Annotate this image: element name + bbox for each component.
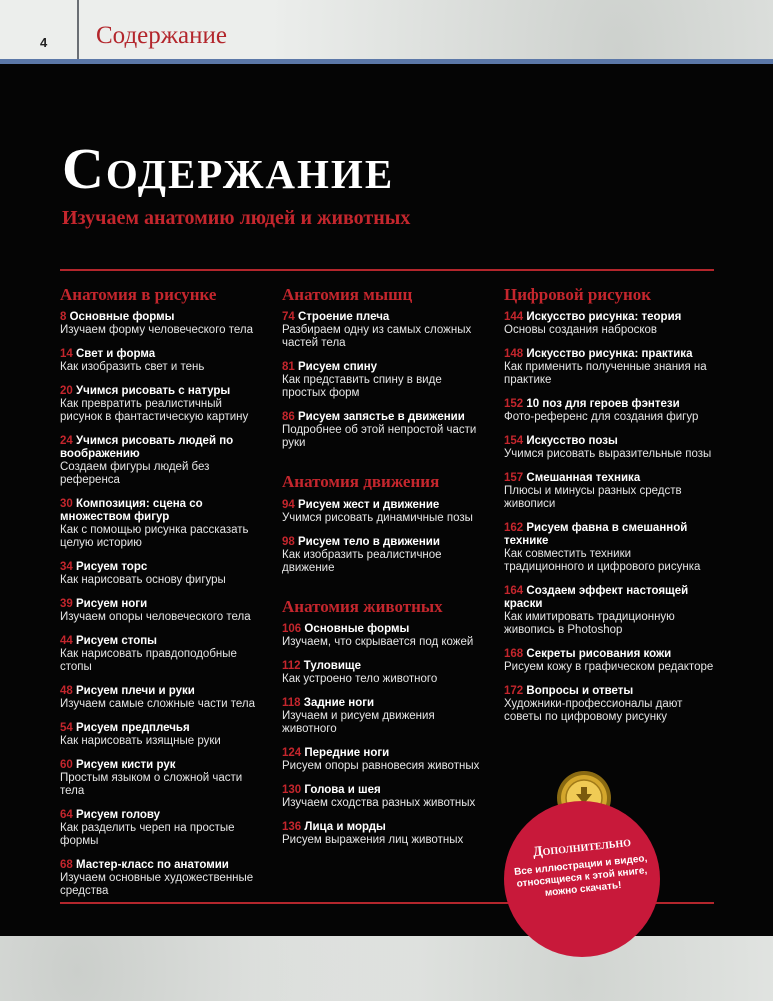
entry-title: Строение плеча (298, 311, 390, 324)
entry-page-number: 98 (282, 535, 295, 548)
entry-page-number: 20 (60, 385, 73, 398)
entry-heading (504, 585, 714, 611)
entry-description: Как нарисовать правдоподобные стопы (60, 648, 237, 674)
toc-column-3 (504, 285, 714, 735)
entry-heading (60, 859, 265, 872)
entry-description: Как нарисовать изящные руки (60, 735, 221, 748)
toc-entry[interactable] (504, 435, 714, 461)
section-title: Анатомия животных (282, 596, 443, 616)
entry-description: Изучаем основные художественные средства (60, 872, 254, 898)
toc-entry[interactable] (60, 685, 265, 711)
entry-page-number: 44 (60, 635, 73, 648)
entry-page-number: 8 (60, 311, 67, 324)
toc-entry[interactable] (60, 561, 265, 587)
toc-column-2 (282, 285, 487, 858)
entry-heading (504, 685, 714, 698)
entry-description: Как изобразить реалистичное движение (282, 548, 442, 574)
entry-description: Как устроено тело животного (282, 673, 438, 686)
entry-description: Изучаем форму человеческого тела (60, 324, 253, 337)
entry-page-number: 24 (60, 435, 73, 448)
entry-description: Как изобразить свет и тень (60, 361, 205, 374)
toc-entry[interactable] (60, 348, 265, 374)
entry-heading (60, 348, 265, 361)
entry-page-number: 39 (60, 598, 73, 611)
entry-heading (504, 348, 714, 361)
entry-description: Художники-профессионалы дают советы по цифровому рисунку (504, 698, 683, 724)
entry-heading (60, 635, 265, 648)
entry-heading (60, 685, 265, 698)
entry-description: Как имитировать традиционную живопись в Photoshop (504, 611, 675, 637)
entry-page-number: 54 (60, 722, 73, 735)
entry-description: Рисуем кожу в графическом редакторе (504, 661, 714, 674)
toc-entry[interactable] (60, 311, 265, 337)
toc-entry[interactable] (504, 472, 714, 511)
entry-page-number: 14 (60, 348, 73, 361)
toc-entry[interactable] (60, 859, 265, 898)
entry-heading (282, 784, 487, 797)
entry-title: Лица и морды (304, 821, 386, 834)
entry-description: Простым языком о сложной части тела (60, 772, 243, 798)
toc-entry[interactable] (504, 522, 714, 574)
entry-title: Рисуем плечи и руки (76, 685, 195, 698)
toc-entry[interactable] (504, 648, 714, 674)
toc-entry[interactable] (282, 499, 487, 525)
entry-title: Вопросы и ответы (526, 685, 634, 698)
entry-page-number: 30 (60, 498, 73, 511)
entry-heading (504, 472, 714, 485)
entry-heading (282, 821, 487, 834)
entry-page-number: 148 (504, 348, 524, 361)
entry-description: Как применить полученные знания на практике (504, 361, 707, 387)
entry-title: Мастер-класс по анатомии (76, 859, 229, 872)
entry-page-number: 130 (282, 784, 302, 797)
entry-page-number: 168 (504, 648, 524, 661)
entry-heading (504, 648, 714, 661)
entry-heading (282, 499, 487, 512)
entry-page-number: 164 (504, 585, 524, 598)
entry-heading (282, 660, 487, 673)
entry-page-number: 48 (60, 685, 73, 698)
entry-title: Учимся рисовать людей по воображению (60, 435, 234, 461)
entry-heading (282, 623, 487, 636)
toc-entry[interactable] (504, 311, 714, 337)
toc-entry[interactable] (60, 598, 265, 624)
toc-section (282, 285, 487, 450)
entry-description: Подробнее об этой непростой части руки (282, 424, 477, 450)
entry-description: Разбираем одну из самых сложных частей тела (282, 324, 472, 350)
running-title: Содержание (96, 22, 227, 49)
entry-title: Рисуем кисти рук (76, 759, 176, 772)
entry-page-number: 94 (282, 498, 295, 511)
toc-entry[interactable] (282, 411, 487, 450)
toc-entry[interactable] (60, 759, 265, 798)
entry-page-number: 154 (504, 435, 524, 448)
toc-entry[interactable] (504, 398, 714, 424)
entry-heading (60, 598, 265, 611)
entry-page-number: 157 (504, 472, 524, 485)
entry-title: Основные формы (304, 623, 410, 636)
page-header (0, 0, 773, 60)
entry-title: Рисуем голову (76, 809, 161, 822)
entry-description: Как нарисовать основу фигуры (60, 574, 226, 587)
entry-description: Как совместить техники традиционного и цифрового рисунка (504, 548, 701, 574)
page-title: Содержание (62, 136, 395, 201)
entry-description: Основы создания набросков (504, 324, 658, 337)
entry-title: Композиция: сцена со множеством фигур (60, 498, 203, 524)
entry-heading (504, 311, 714, 324)
toc-entry[interactable] (282, 623, 487, 649)
toc-entry[interactable] (282, 784, 487, 810)
toc-entry[interactable] (282, 747, 487, 773)
section-title: Анатомия в рисунке (60, 285, 217, 304)
entry-title: Искусство рисунка: практика (526, 348, 693, 361)
entry-title: Основные формы (69, 311, 175, 324)
entry-title: Рисуем тело в движении (298, 535, 440, 548)
entry-heading (282, 311, 487, 324)
entry-title: Рисуем спину (298, 361, 378, 374)
entry-title: Свет и форма (76, 348, 156, 361)
entry-page-number: 81 (282, 361, 295, 374)
entry-page-number: 64 (60, 809, 73, 822)
entry-description: Изучаем сходства разных животных (282, 797, 476, 810)
entry-page-number: 86 (282, 411, 295, 424)
toc-section (504, 285, 714, 724)
entry-page-number: 74 (282, 311, 295, 324)
entry-description: Учимся рисовать динамичные позы (282, 511, 473, 524)
entry-heading (282, 536, 487, 549)
badge-title: Дополнительно (532, 834, 632, 861)
entry-page-number: 152 (504, 398, 524, 411)
entry-title: Учимся рисовать с натуры (76, 385, 231, 398)
entry-page-number: 34 (60, 561, 73, 574)
entry-page-number: 106 (282, 623, 302, 636)
toc-entry[interactable] (282, 660, 487, 686)
entry-title: Рисуем фавна в смешанной технике (504, 522, 688, 548)
page-number: 4 (40, 35, 48, 50)
entry-heading (504, 435, 714, 448)
entry-description: Как превратить реалистичный рисунок в фантастическую картину (60, 398, 249, 424)
toc-entry[interactable] (60, 435, 265, 487)
entry-page-number: 118 (282, 697, 301, 710)
section-title: Анатомия движения (282, 472, 440, 492)
top-divider (60, 269, 714, 271)
toc-column-1 (60, 285, 265, 909)
entry-description: Изучаем, что скрывается под кожей (282, 636, 474, 649)
toc-section (282, 597, 487, 847)
entry-title: Рисуем стопы (76, 635, 157, 648)
entry-description: Рисуем опоры равновесия животных (282, 760, 480, 773)
entry-description: Фото-референс для создания фигур (504, 411, 699, 424)
entry-page-number: 124 (282, 747, 302, 760)
entry-title: Голова и шея (304, 784, 381, 797)
toc-entry[interactable] (282, 361, 487, 400)
entry-title: Искусство позы (526, 435, 618, 448)
entry-heading (60, 809, 265, 822)
toc-entry[interactable] (504, 348, 714, 387)
entry-description: Как разделить череп на простые формы (60, 822, 235, 848)
entry-heading (60, 561, 265, 574)
entry-heading (60, 435, 265, 461)
entry-heading (60, 759, 265, 772)
entry-page-number: 144 (504, 311, 524, 324)
section-title: Цифровой рисунок (504, 285, 652, 304)
entry-page-number: 162 (504, 522, 524, 535)
entry-page-number: 172 (504, 685, 524, 698)
entry-description: Рисуем выражения лиц животных (282, 834, 464, 847)
entry-heading (60, 498, 265, 524)
toc-entry[interactable] (282, 697, 487, 736)
toc-section (60, 285, 265, 898)
entry-heading (282, 411, 487, 424)
entry-description: Учимся рисовать выразительные позы (504, 448, 712, 461)
entry-heading (282, 747, 487, 760)
entry-description: Как с помощью рисунка рассказать целую историю (60, 524, 249, 550)
entry-title: Рисуем жест и движение (298, 498, 440, 511)
entry-title: 10 поз для героев фэнтези (526, 398, 680, 411)
toc-entry[interactable] (282, 536, 487, 575)
entry-description: Как представить спину в виде простых форм (282, 374, 442, 400)
entry-heading (60, 311, 265, 324)
toc-entry[interactable] (282, 821, 487, 847)
entry-title: Задние ноги (303, 697, 375, 710)
entry-page-number: 112 (282, 660, 301, 673)
entry-title: Передние ноги (304, 747, 390, 760)
entry-title: Рисуем торс (76, 561, 148, 574)
entry-heading (60, 385, 265, 398)
entry-description: Создаем фигуры людей без референса (60, 461, 210, 487)
entry-title: Создаем эффект настоящей краски (504, 585, 689, 611)
entry-title: Искусство рисунка: теория (526, 311, 682, 324)
entry-heading (504, 398, 714, 411)
section-title: Анатомия мышц (282, 285, 413, 304)
toc-entry[interactable] (60, 635, 265, 674)
entry-heading (282, 697, 487, 710)
entry-description: Изучаем и рисуем движения животного (282, 710, 435, 736)
entry-description: Изучаем опоры человеческого тела (60, 611, 251, 624)
toc-entry[interactable] (504, 685, 714, 724)
entry-heading (60, 722, 265, 735)
entry-heading (504, 522, 714, 548)
entry-title: Рисуем запястье в движении (298, 411, 465, 424)
entry-title: Рисуем ноги (76, 598, 148, 611)
toc-section (282, 472, 487, 574)
page-subtitle: Изучаем анатомию людей и животных (62, 207, 411, 229)
entry-heading (282, 361, 487, 374)
entry-title: Секреты рисования кожи (526, 648, 672, 661)
entry-description: Изучаем самые сложные части тела (60, 698, 255, 711)
entry-page-number: 60 (60, 759, 73, 772)
entry-page-number: 68 (60, 859, 73, 872)
toc-entry[interactable] (504, 585, 714, 637)
entry-description: Плюсы и минусы разных средств живописи (504, 485, 682, 511)
entry-page-number: 136 (282, 821, 302, 834)
toc-entry[interactable] (60, 809, 265, 848)
toc-entry[interactable] (60, 722, 265, 748)
badge-text: Все иллюстрации и видео, относящиеся к этой книге, можно скачать! (513, 853, 648, 899)
toc-entry[interactable] (60, 498, 265, 550)
toc-entry[interactable] (282, 311, 487, 350)
header-divider (77, 0, 79, 60)
entry-title: Рисуем предплечья (76, 722, 190, 735)
entry-title: Смешанная техника (526, 472, 641, 485)
toc-entry[interactable] (60, 385, 265, 424)
entry-title: Туловище (303, 660, 362, 673)
